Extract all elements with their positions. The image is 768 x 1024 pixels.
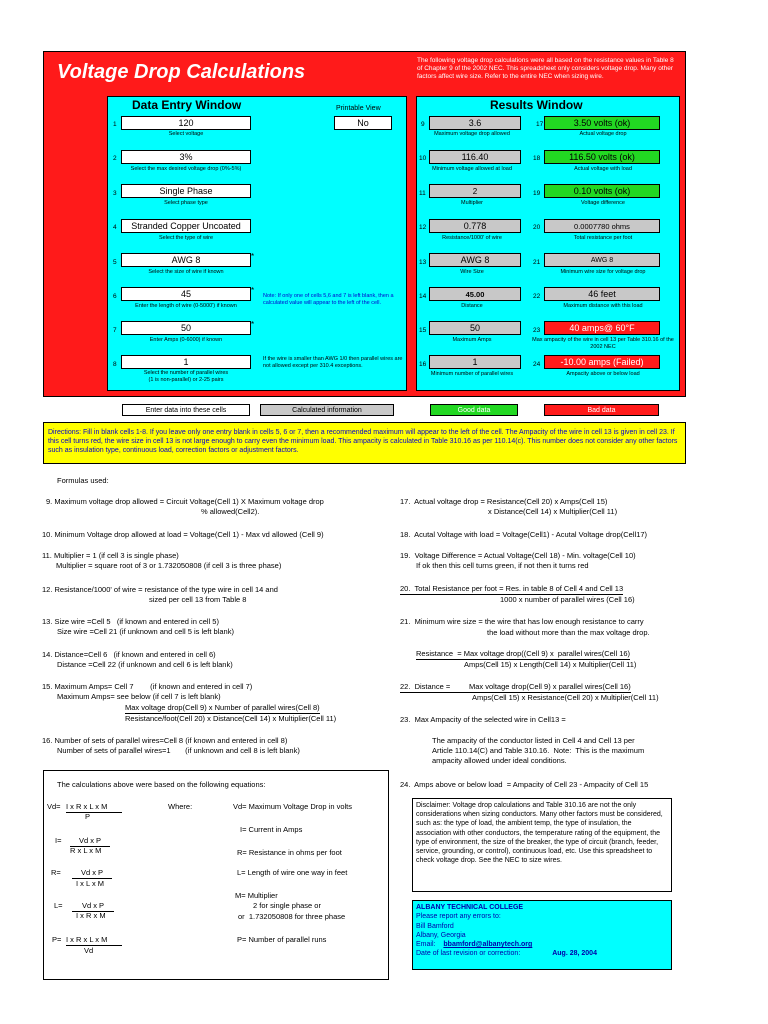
eq-r-denominator: I x L x M (76, 879, 105, 888)
cell-number: 14 (419, 293, 427, 300)
distance-result: 45.00 (429, 287, 521, 301)
results-title: Results Window (490, 98, 583, 112)
max-amps-result: 50 (429, 321, 521, 335)
formula-23-line1: The ampacity of the conductor listed in Cell 4 and Cell 13 per (432, 736, 635, 745)
min-wire-size-result: AWG 8 (544, 253, 660, 267)
cell-number: 21 (533, 259, 541, 266)
formula-21-numerator: Resistance = Max voltage drop((Cell 9) x parallel wires(Cell 16) (416, 649, 631, 658)
formula-23-line3: ampacity allowed under ideal conditions. (432, 756, 567, 765)
cell-number: 17 (536, 121, 544, 128)
cell-number: 20 (533, 224, 541, 231)
phase-type-select[interactable]: Single Phase (121, 184, 251, 198)
revision-date: Aug. 28, 2004 (552, 950, 597, 958)
voltage-input[interactable]: 120 (121, 116, 251, 130)
min-parallel-result: 1 (429, 355, 521, 369)
eq-l-lhs: L= (54, 901, 63, 910)
formula-15: 15. Maximum Amps= Cell 7 (if known and entered in cell 7) (42, 682, 253, 691)
revision-row (416, 949, 668, 958)
formula-13: 13. Size wire =Cell 5 (if known and entered in cell 5) (42, 617, 219, 626)
result-caption: Maximum distance with this load (563, 303, 643, 309)
formula-11-cont: Multiplier = square root of 3 or 1.732050808 (if cell 3 is three phase) (56, 561, 282, 570)
formula-10: 10. Minimum Voltage drop allowed at load = Voltage(Cell 1) - Max vd allowed (Cell 9) (42, 530, 324, 539)
wire-length-input[interactable]: 45 (121, 287, 251, 301)
cell-number: 4 (113, 224, 117, 231)
formula-14-cont: Distance =Cell 22 (if unknown and cell 6 is left blank) (57, 660, 233, 669)
result-caption: Max ampacity of the wire in cell 13 per Table 310.16 of the 2002 NEC (532, 337, 674, 350)
page-title: Voltage Drop Calculations (57, 61, 306, 83)
contact-name: Bill Bamford (416, 922, 454, 930)
formula-17-cont: x Distance(Cell 14) x Multiplier(Cell 11) (488, 507, 618, 516)
eq-p-numerator: I x R x L x M (66, 935, 122, 946)
wire-size-select[interactable]: AWG 8 (121, 253, 251, 267)
printable-view-select[interactable]: No (334, 116, 392, 130)
legend-bad-data: Bad data (544, 404, 659, 416)
formula-21-cont: the load without more than the max voltage drop. (487, 628, 650, 637)
cell-number: 23 (533, 327, 541, 334)
eq-i-denominator: R x L x M (70, 846, 102, 855)
cell-number: 19 (533, 190, 541, 197)
eq-l-numerator: Vd x P (72, 901, 114, 912)
revision-label: Date of last revision or correction: (416, 950, 521, 958)
result-caption: Maximum voltage drop allowed (434, 131, 510, 137)
result-caption: Minimum wire size for voltage drop (560, 269, 646, 275)
where-label: Where: (168, 802, 193, 811)
cell-number: 18 (533, 155, 541, 162)
formula-22-cont: Amps(Cell 15) x Resistance(Cell 20) x Multiplier(Cell 11) (472, 693, 659, 702)
parallel-wires-select[interactable]: 1 (121, 355, 251, 369)
formula-13-cont: Size wire =Cell 21 (if unknown and cell 5 is left blank) (57, 627, 234, 636)
result-caption: Voltage difference (581, 200, 625, 206)
formula-20: 20. Total Resistance per foot = Res. in table 8 of Cell 4 and Cell 13 (400, 584, 624, 593)
formula-17: 17. Actual voltage drop = Resistance(Cell 20) x Amps(Cell 15) (400, 497, 608, 506)
formula-9-cont: % allowed(Cell2). (201, 507, 260, 516)
wire-type-caption: Select the type of wire (158, 235, 214, 241)
cell-number: 16 (419, 361, 427, 368)
wire-length-caption: Enter the length of wire (0-5000') if known (135, 303, 237, 309)
cell-number: 5 (113, 259, 117, 266)
result-caption: Minimum voltage allowed at load (432, 166, 512, 172)
formula-18: 18. Acutal Voltage with load = Voltage(Cell1) - Acutal Voltage drop(Cell17) (400, 530, 648, 539)
actual-voltage-drop-result: 3.50 volts (ok) (544, 116, 660, 130)
max-distance-result: 46 feet (544, 287, 660, 301)
min-voltage-result: 116.40 (429, 150, 521, 164)
cell-number: 7 (113, 327, 117, 334)
resistance-result: 0.778 (429, 219, 521, 233)
result-caption: Maximum Amps (452, 337, 492, 343)
def-i: I= Current in Amps (240, 825, 303, 834)
formula-16: 16. Number of sets of parallel wires=Cell 8 (if known and entered in cell 8) (42, 736, 288, 745)
disclaimer-box: Disclaimer: Voltage drop calculations and Table 310.16 are not the only considerations when sizing conductors. Many other factors must be considered, such as: the type of load, the ambient temp, the type of insulation, the association with other conductors, the temperature rating of the equipment, the type of environment, the size of the breaker, the type of circuit (branch, feeder, service, grounding, or control), continuous load, etc. Use this spreadsheet to check voltage drop. See the NEC to size wires. (412, 798, 672, 892)
cell-number: 10 (419, 155, 427, 162)
formula-20-cont: 1000 x number of parallel wires (Cell 16) (500, 595, 635, 604)
actual-voltage-result: 116.50 volts (ok) (544, 150, 660, 164)
eq-p-lhs: P= (52, 935, 62, 944)
formula-15-numerator: Max voltage drop(Cell 9) x Number of parallel wires(Cell 8) (125, 703, 320, 712)
data-entry-panel (107, 96, 407, 391)
eq-vd-lhs: Vd= (47, 802, 61, 811)
def-r: R= Resistance in ohms per foot (237, 848, 342, 857)
result-caption: Multiplier (460, 200, 483, 206)
result-caption: Resistance/1000' of wire (442, 235, 502, 241)
formula-11: 11. Multiplier = 1 (if cell 3 is single phase) (42, 551, 179, 560)
formula-19: 19. Voltage Difference = Actual Voltage(Cell 18) - Min. voltage(Cell 10) (400, 551, 636, 560)
cell-number: 2 (113, 155, 117, 162)
result-caption: Minimum number of parallel wires (430, 371, 514, 377)
college-info-box (412, 900, 672, 970)
cell-number: 13 (419, 259, 427, 266)
phase-type-caption: Select phase type (164, 200, 208, 206)
total-resistance-result: 0.0007780 ohms (544, 219, 660, 233)
equations-heading: The calculations above were based on the following equations: (57, 780, 266, 789)
def-m-single: 2 for single phase or (253, 901, 321, 910)
parallel-wires-caption: Select the number of parallel wires (143, 370, 229, 376)
legend-enter-data: Enter data into these cells (122, 404, 250, 416)
formula-24: 24. Amps above or below load = Ampacity of Cell 23 - Ampacity of Cell 15 (400, 780, 649, 789)
ampacity-difference-result: -10.00 amps (Failed) (544, 355, 660, 369)
data-entry-title: Data Entry Window (132, 98, 242, 112)
amps-caption: Enter Amps (0-6000) if known (149, 337, 223, 343)
cell-number: 6 (113, 293, 117, 300)
formula-14: 14. Distance=Cell 6 (if known and entered in cell 6) (42, 650, 216, 659)
directions-box: Directions: Fill in blank cells 1-8. If you leave only one entry blank in cells 5, 6 or 7, then a recommended maximum will appear to the left of the cell. The Ampacity of the wire in cell 13 is given in cell 23. If this cell turns red, the wire size in cell 13 is not large enough to carry even the minimum load. This ampacity is calculated in Table 310.16 as per 110.14(c). This number does not consider any other factors such as insulation type, continuous load, correction factors or adjustment factors. (43, 422, 686, 464)
eq-r-lhs: R= (51, 868, 61, 877)
eq-vd-numerator: I x R x L x M (66, 802, 122, 813)
parallel-wire-note: If the wire is smaller than AWG 1/0 then parallel wires are not allowed except per 310.4 exceptions. (263, 356, 403, 369)
formulas-heading: Formulas used: (57, 476, 109, 485)
report-errors-text: Please report any errors to: (416, 913, 501, 921)
formula-22: 22. Distance = Max voltage drop(Cell 9) x parallel wires(Cell 16) (400, 682, 631, 691)
wire-size-caption: Select the size of wire if known (148, 269, 224, 275)
cell-number: 15 (419, 327, 427, 334)
result-caption: Total resistance per foot (573, 235, 633, 241)
amps-input[interactable]: 50 (121, 321, 251, 335)
max-ampacity-result: 40 amps@ 60°F (544, 321, 660, 335)
cell-number: 24 (533, 361, 541, 368)
email-row (416, 940, 668, 949)
formula-12: 12. Resistance/1000' of wire = resistance of the type wire in cell 14 and (42, 585, 278, 594)
def-m: M= Multiplier (235, 891, 278, 900)
blank-cell-note: Note: If only one of cells 5,6 and 7 is left blank, then a calculated value will appear to the left of the cell. (263, 293, 394, 306)
printable-view-label: Printable View (336, 105, 381, 112)
def-m-three: or 1.732050808 for three phase (238, 912, 346, 921)
formula-16-cont: Number of sets of parallel wires=1 (if unknown and cell 8 is left blank) (57, 746, 300, 755)
max-voltage-drop-input[interactable]: 3% (121, 150, 251, 164)
cell-number: 11 (419, 190, 426, 197)
eq-p-denominator: Vd (84, 946, 94, 955)
legend-good-data: Good data (430, 404, 518, 416)
voltage-caption: Select voltage (168, 131, 204, 137)
eq-i-numerator: Vd x P (70, 836, 110, 847)
formula-15-denominator: Resistance/foot(Cell 20) x Distance(Cell 14) x Multiplier(Cell 11) (125, 714, 337, 723)
voltage-difference-result: 0.10 volts (ok) (544, 184, 660, 198)
formula-9: 9. Maximum voltage drop allowed = Circuit Voltage(Cell 1) X Maximum voltage drop (46, 497, 324, 506)
intro-text: The following voltage drop calculations were all based on the resistance values in Table 8 of Chapter 9 of the 2002 NEC. This spreadsheet only considers voltage drop. Many other factors affect wire size. Refer to the entire NEC when sizing wire. (417, 57, 674, 80)
def-vd: Vd= Maximum Voltage Drop in volts (233, 802, 353, 811)
cell-number: 9 (421, 121, 425, 128)
cell-number: 8 (113, 361, 117, 368)
wire-size-result: AWG 8 (429, 253, 521, 267)
eq-l-denominator: I x R x M (76, 911, 106, 920)
def-l: L= Length of wire one way in feet (237, 868, 348, 877)
contact-location: Albany, Georgia (416, 931, 466, 939)
wire-type-select[interactable]: Stranded Copper Uncoated (121, 219, 251, 233)
college-name: ALBANY TECHNICAL COLLEGE (416, 904, 524, 911)
formula-21-denominator: Amps(Cell 15) x Length(Cell 14) x Multiplier(Cell 11) (464, 660, 637, 669)
result-caption: Actual voltage drop (579, 131, 627, 137)
formula-23: 23. Max Ampacity of the selected wire in Cell13 = (400, 715, 566, 724)
formula-15-cont: Maximum Amps= see below (if cell 7 is left blank) (57, 692, 221, 701)
formula-19-cont: If ok then this cell turns green, if not then it turns red (416, 561, 589, 570)
eq-i-lhs: I= (55, 836, 62, 845)
cell-number: 1 (113, 121, 117, 128)
parallel-wires-caption-2: (1 is non-parallel) or 2-25 pairs (148, 377, 224, 383)
max-voltage-drop-caption: Select the max desired voltage drop (0%-5%) (130, 166, 242, 172)
multiplier-result: 2 (429, 184, 521, 198)
required-star: * (251, 286, 255, 295)
result-caption: Actual voltage with load (574, 166, 632, 172)
legend-calculated: Calculated information (260, 404, 394, 416)
max-voltage-drop-result: 3.6 (429, 116, 521, 130)
formula-21: 21. Minimum wire size = the wire that has low enough resistance to carry (400, 617, 644, 626)
email-label: Email: (416, 941, 436, 949)
cell-number: 3 (113, 190, 117, 197)
result-caption: Ampacity above or below load (566, 371, 640, 377)
result-caption: Wire Size (460, 269, 484, 275)
eq-vd-denominator: P (85, 812, 91, 821)
def-p: P= Number of parallel runs (237, 935, 327, 944)
email-link[interactable]: bbamford@albanytech.org (443, 941, 533, 949)
formula-12-cont: sized per cell 13 from Table 8 (149, 595, 247, 604)
result-caption: Distance (461, 303, 483, 309)
eq-r-numerator: Vd x P (72, 868, 112, 879)
cell-number: 22 (533, 293, 541, 300)
required-star: * (251, 320, 255, 329)
formula-23-line2: Article 110.14(C) and Table 310.16. Note: This is the maximum (432, 746, 645, 755)
cell-number: 12 (419, 224, 427, 231)
required-star: * (251, 252, 255, 261)
